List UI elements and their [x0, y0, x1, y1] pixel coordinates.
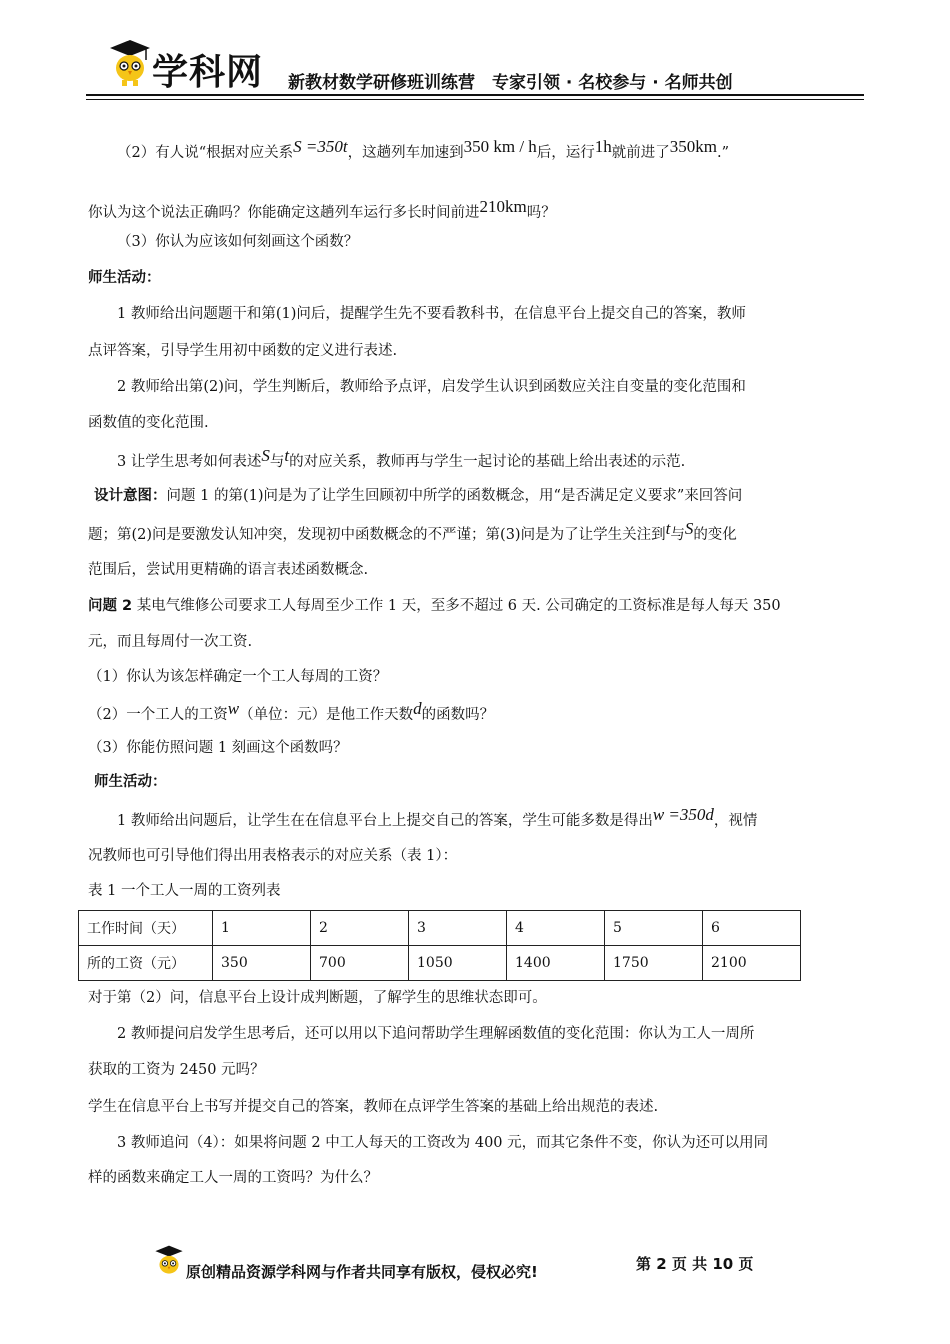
header-rule-thin	[86, 99, 864, 100]
table-cell: 1750	[605, 946, 703, 981]
mascot-logo-icon	[108, 38, 152, 90]
activity-2-1-line-1: 1 教师给出问题后，让学生在在信息平台上上提交自己的答案，学生可能多数是得出w =350d，视情	[117, 805, 758, 829]
problem-2-line-1: 问题 2 某电气维修公司要求工人每周至少工作 1 天，至多不超过 6 天. 公司确定的工资标准是每人每天 350	[88, 598, 781, 614]
table-caption: 表 1 一个工人一周的工资列表	[88, 883, 281, 899]
speed-value: 350 km / h	[463, 137, 537, 156]
problem-2-line-2: 元，而且每周付一次工资.	[88, 634, 253, 650]
table-cell: 4	[507, 911, 605, 946]
activity-2-line-1: 2 教师给出第(2)问，学生判断后，教师给予点评，启发学生认识到函数应关注自变量的变化范围和	[117, 379, 746, 395]
section-title-design-intent: 设计意图：	[94, 488, 167, 504]
problem-2-question-1: （1）你认为该怎样确定一个工人每周的工资？	[88, 669, 388, 685]
table-cell: 2100	[703, 946, 801, 981]
activity-2-3-line-1: 3 教师追问（4）：如果将问题 2 中工人每天的工资改为 400 元，而其它条件不变，你认为还可以用同	[117, 1135, 769, 1151]
wage-table	[78, 910, 801, 981]
formula-w-350d: w =350d	[652, 805, 714, 824]
activity-2-line-2: 函数值的变化范围.	[88, 415, 209, 431]
problem-2-question-2: （2）一个工人的工资w（单位：元）是他工作天数d的函数吗？	[88, 699, 495, 723]
table-cell: 1050	[409, 946, 507, 981]
header-slogan: 新教材数学研修班训练营 专家引领 · 名校参与 · 名师共创	[288, 73, 733, 93]
table-cell: 1400	[507, 946, 605, 981]
after-table-note: 对于第（2）问，信息平台上设计成判断题，了解学生的思维状态即可。	[88, 990, 547, 1006]
activity-1-line-1: 1 教师给出问题题干和第(1)问后，提醒学生先不要看教科书，在信息平台上提交自己的答案，教师	[117, 306, 746, 322]
design-intent-line-2: 题；第(2)问是要激发认知冲突，发现初中函数概念的不严谨；第(3)问是为了让学生关注到t与S的变化	[88, 519, 737, 543]
formula-s-350t: S =350t	[293, 137, 348, 156]
problem-2-title: 问题 2	[88, 598, 133, 614]
table-cell: 6	[703, 911, 801, 946]
table-header-cell: 所的工资（元）	[79, 946, 213, 981]
activity-2-2-line-1: 2 教师提问启发学生思考后，还可以用以下追问帮助学生理解函数值的变化范围：你认为工人一周所	[117, 1026, 755, 1042]
question-2-line-1: （2）有人说“根据对应关系S =350t，这趟列车加速到350 km / h后，运行1h就前进了350km.”	[117, 137, 730, 161]
page-number: 第 2 页 共 10 页	[636, 1255, 754, 1273]
table-row	[79, 946, 801, 981]
problem-2-question-3: （3）你能仿照问题 1 刻画这个函数吗？	[88, 740, 348, 756]
table-cell: 5	[605, 911, 703, 946]
activity-2-2-line-3: 学生在信息平台上书写并提交自己的答案，教师在点评学生答案的基础上给出规范的表述.	[88, 1099, 659, 1115]
time-value: 1h	[594, 137, 612, 156]
table-cell: 2	[311, 911, 409, 946]
activity-1-line-2: 点评答案，引导学生用初中函数的定义进行表述.	[88, 343, 398, 359]
activity-2-3-line-2: 样的函数来确定工人一周的工资吗？为什么？	[88, 1170, 378, 1186]
table-header-cell: 工作时间（天）	[79, 911, 213, 946]
table-cell: 700	[311, 946, 409, 981]
activity-2-2-line-2: 获取的工资为 2450 元吗？	[88, 1062, 265, 1078]
header-rule	[86, 94, 864, 96]
activity-2-1-line-2: 况教师也可引导他们得出用表格表示的对应关系（表 1）：	[88, 848, 458, 864]
copyright-notice: 原创精品资源学科网与作者共同享有版权，侵权必究!	[186, 1263, 538, 1281]
table-cell: 3	[409, 911, 507, 946]
site-logo-text: 学科网	[152, 52, 264, 93]
design-intent-line-1: 设计意图：问题 1 的第(1)问是为了让学生回顾初中所学的函数概念，用“是否满足定义要求”来回答问	[94, 488, 743, 504]
table-cell: 1	[213, 911, 311, 946]
question-2-line-2: 你认为这个说法正确吗？你能确定这趟列车运行多长时间前进210km吗？	[88, 197, 556, 221]
distance-value: 350km	[669, 137, 718, 156]
section-title-activity-1: 师生活动：	[88, 270, 161, 286]
distance-210: 210km	[479, 197, 527, 216]
activity-3-line: 3 让学生思考如何表述S与t的对应关系，教师再与学生一起讨论的基础上给出表述的示范.	[117, 446, 686, 470]
mascot-footer-icon	[154, 1244, 184, 1280]
table-row	[79, 911, 801, 946]
question-3: （3）你认为应该如何刻画这个函数？	[117, 234, 359, 250]
table-cell: 350	[213, 946, 311, 981]
design-intent-line-3: 范围后，尝试用更精确的语言表述函数概念.	[88, 562, 369, 578]
section-title-activity-2: 师生活动：	[94, 774, 167, 790]
